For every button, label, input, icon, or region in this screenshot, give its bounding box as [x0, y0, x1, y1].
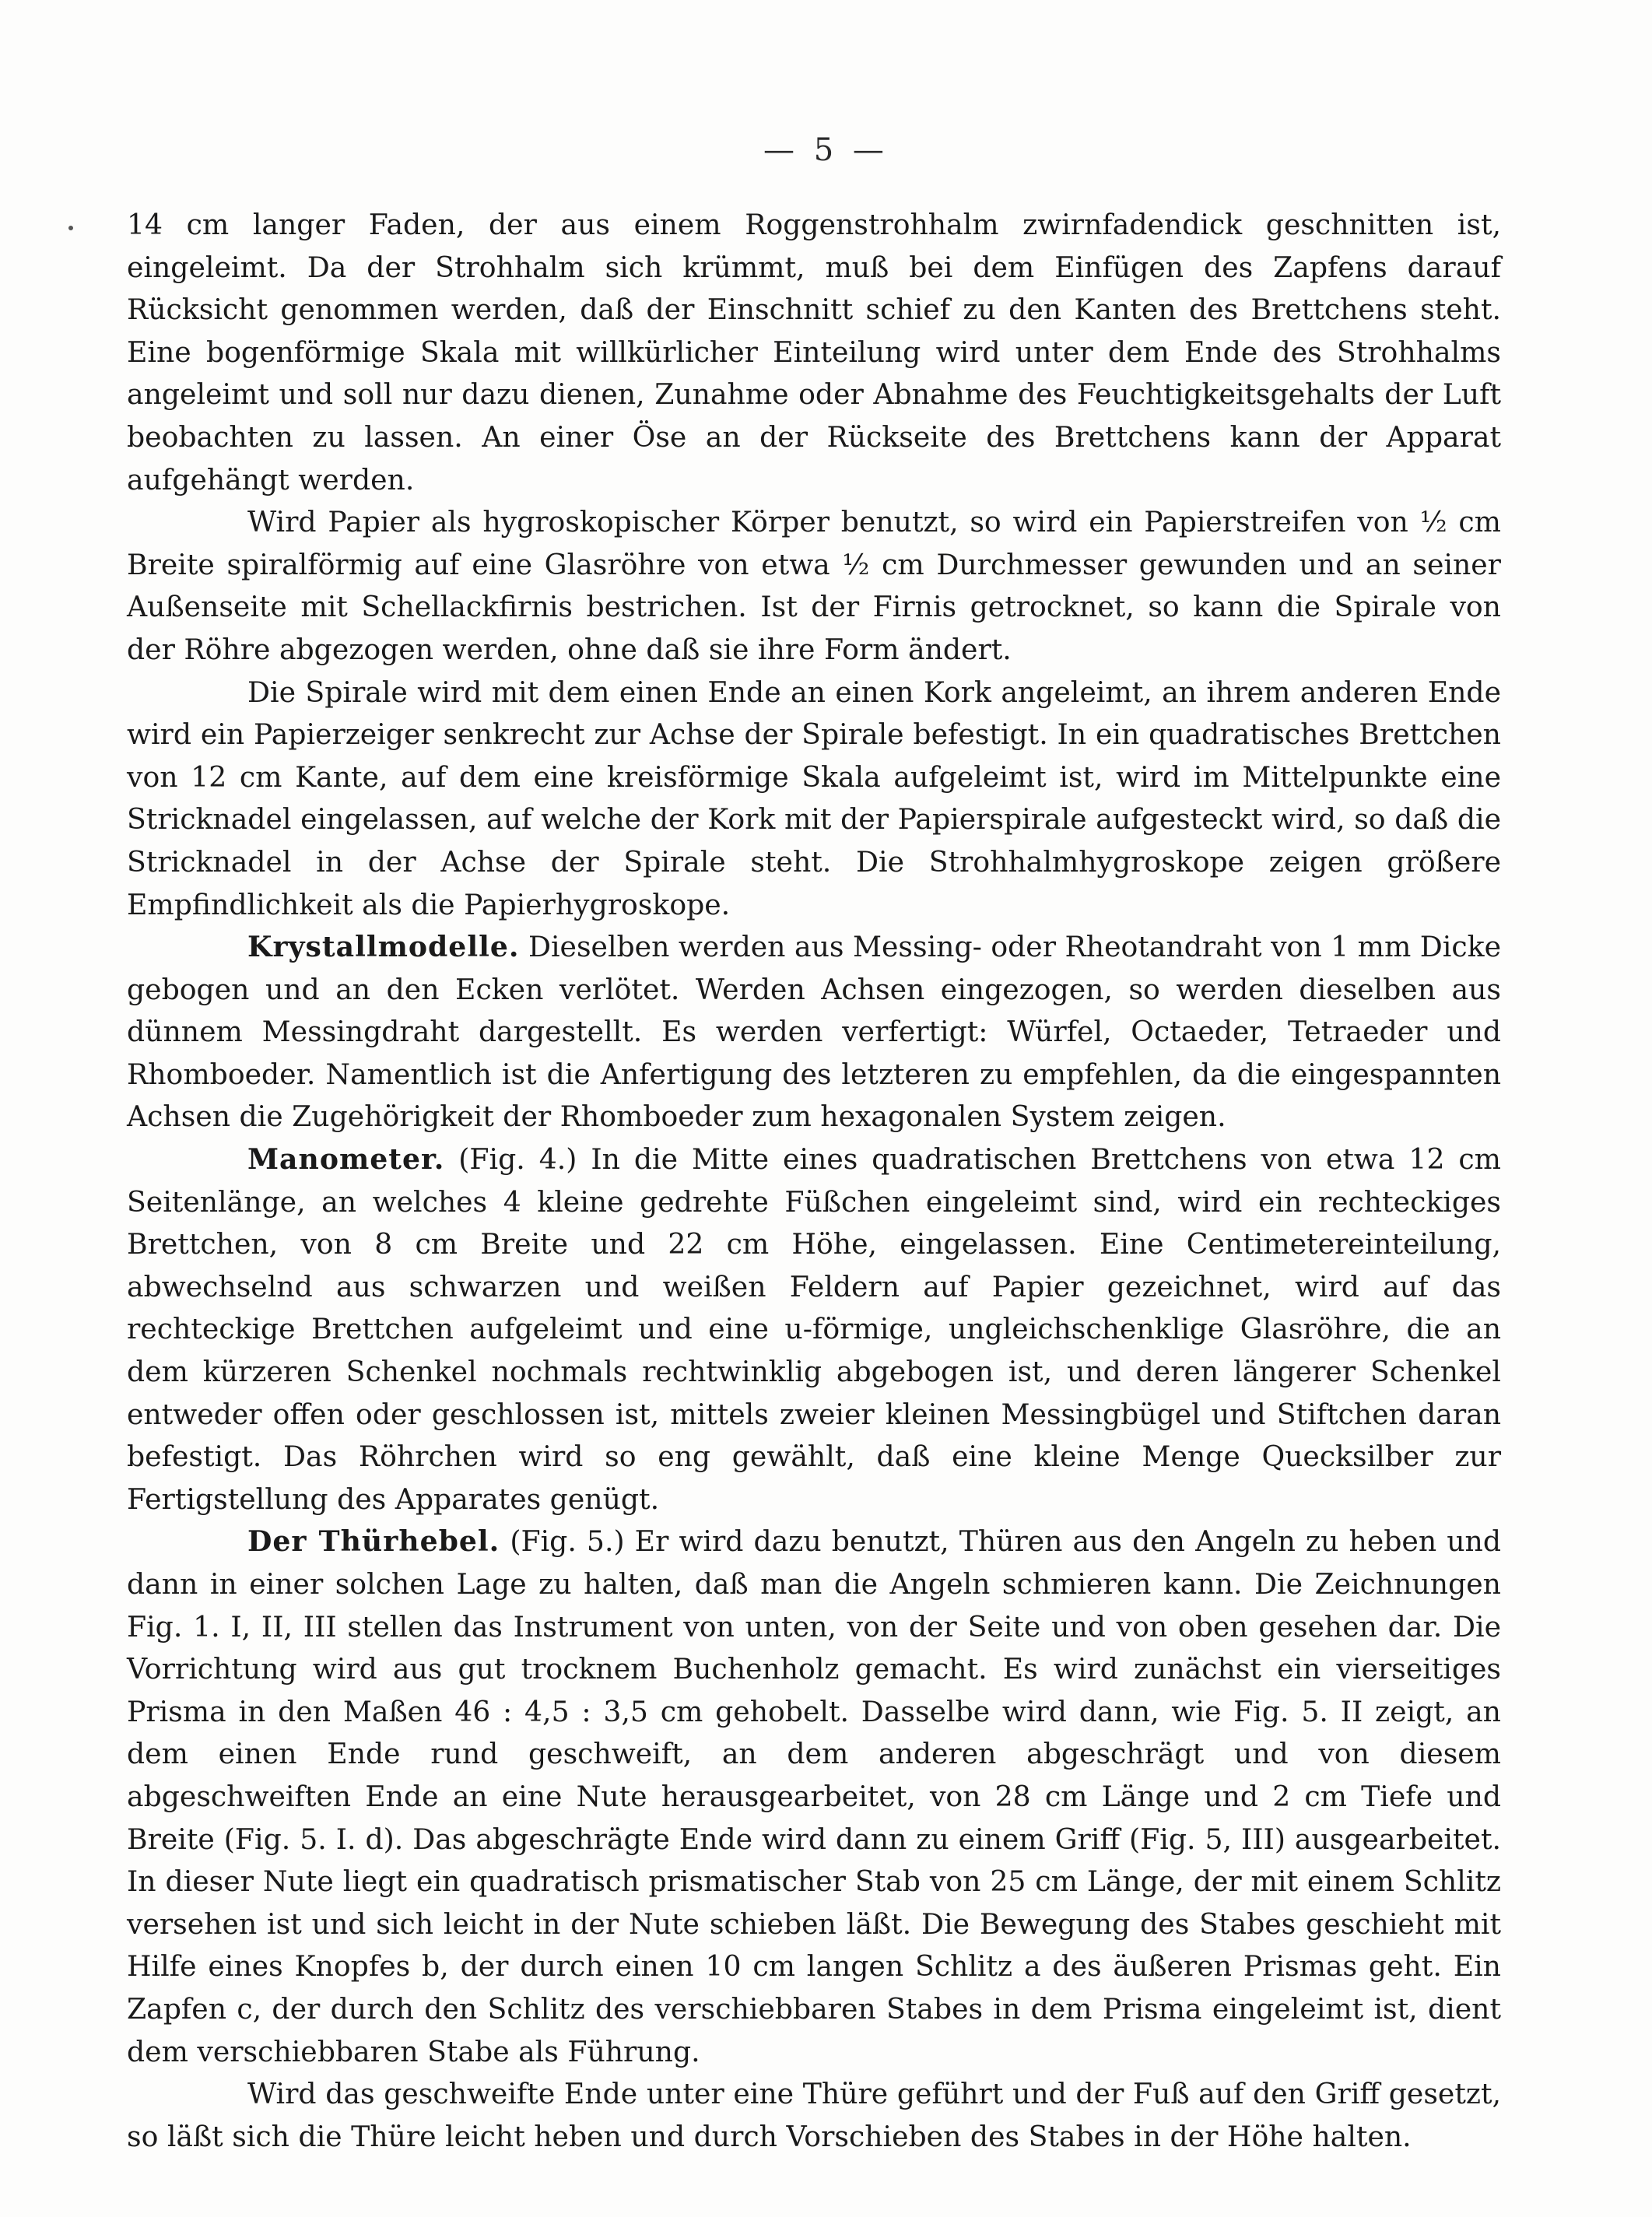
heading-manometer: Manometer. — [247, 1142, 445, 1177]
paragraph-papier: Wird Papier als hygroskopischer Körper benutzt, so wird ein Papierstreifen von ½ cm Breite spiralförmig auf eine Glasröhre von etwa ½ cm Durchmesser gewunden und an seiner Außenseite mit Schellackfirnis bestrichen. Ist der Firnis getrocknet, so kann die Spirale von der Röhre abgezogen werden, ohne daß sie ihre Form ändert. — [127, 505, 1501, 666]
paragraph-spirale: Die Spirale wird mit dem einen Ende an einen Kork angeleimt, an ihrem anderen Ende wird ein Papierzeiger senkrecht zur Achse der Spirale befestigt. In ein quadratisches Brettchen von 12 cm Kante, auf dem eine kreisförmige Skala aufgeleimt ist, wird im Mittelpunkte eine Stricknadel eingelassen, auf welche der Kork mit der Papierspirale aufgesteckt wird, so daß die Stricknadel in der Achse der Spirale steht. Die Strohhalmhygroskope zeigen größere Empfindlichkeit als die Papierhygroskope. — [127, 675, 1501, 921]
paragraph-manometer — [127, 1138, 1501, 1521]
paragraph-thuere-heben: Wird das geschweifte Ende unter eine Thüre geführt und der Fuß auf den Griff gesetzt, so läßt sich die Thüre leicht heben und durch Vorschieben des Stabes in der Höhe halten. — [127, 2077, 1501, 2153]
text-krystallmodelle: Dieselben werden aus Messing- oder Rheotandraht von 1 mm Dicke gebogen und an den Ecken verlötet. Werden Achsen eingezogen, so werden dieselben aus dünnem Messingdraht dargestellt. Es werden verfertigt: Würfel, Octaeder, Tetraeder und Rhomboeder. Namentlich ist die Anfertigung des letzteren zu empfehlen, da die eingespannten Achsen die Zugehörigkeit der Rhomboeder zum hexagonalen System zeigen. — [127, 930, 1501, 1134]
paragraph-krystallmodelle — [127, 926, 1501, 1138]
heading-krystallmodelle: Krystallmodelle. — [247, 930, 520, 964]
paragraph-faden: 14 cm langer Faden, der aus einem Roggenstrohhalm zwirnfadendick geschnitten ist, eingeleimt. Da der Strohhalm sich krümmt, muß bei dem Einfügen des Zapfens darauf Rücksicht genommen werden, daß der Einschnitt schief zu den Kanten des Brettchens steht. Eine bogenförmige Skala mit willkürlicher Einteilung wird unter dem Ende des Strohhalms angeleimt und soll nur dazu dienen, Zunahme oder Abnahme des Feuchtigkeitsgehalts der Luft beobachten zu lassen. An einer Öse an der Rückseite des Brettchens kann der Apparat aufgehängt werden. — [127, 208, 1501, 496]
text-manometer: (Fig. 4.) In die Mitte eines quadratischen Brettchens von etwa 12 cm Seitenlänge, an welches 4 kleine gedrehte Füßchen eingeleimt sind, wird ein rechteckiges Brettchen, von 8 cm Breite und 22 cm Höhe, eingelassen. Eine Centimetereinteilung, abwechselnd aus schwarzen und weißen Feldern auf Papier gezeichnet, wird auf das rechteckige Brettchen aufgeleimt und eine u-förmige, ungleichschenklige Glasröhre, die an dem kürzeren Schenkel nochmals rechtwinklig abgebogen ist, und deren längerer Schenkel entweder offen oder geschlossen ist, mittels zweier kleinen Messingbügel und Stiftchen daran befestigt. Das Röhrchen wird so eng gewählt, daß eine kleine Menge Quecksilber zur Fertigstellung des Apparates genügt. — [127, 1142, 1501, 1516]
body-text — [127, 204, 1501, 2158]
heading-thuerhebel: Der Thürhebel. — [247, 1524, 500, 1559]
paragraph-thuerhebel — [127, 1521, 1501, 2073]
margin-mark — [68, 226, 73, 230]
text-thuerhebel: (Fig. 5.) Er wird dazu benutzt, Thüren aus den Angeln zu heben und dann in einer solchen Lage zu halten, daß man die Angeln schmieren kann. Die Zeichnungen Fig. 1. I, II, III stellen das Instrument von unten, von der Seite und von oben gesehen dar. Die Vorrichtung wird aus gut trocknem Buchenholz gemacht. Es wird zunächst ein vierseitiges Prisma in den Maßen 46 : 4,5 : 3,5 cm gehobelt. Dasselbe wird dann, wie Fig. 5. II zeigt, an dem einen Ende rund geschweift, an dem anderen abgeschrägt und von diesem abgeschweiften Ende an eine Nute herausgearbeitet, von 28 cm Länge und 2 cm Tiefe und Breite (Fig. 5. I. d). Das abgeschrägte Ende wird dann zu einem Griff (Fig. 5, III) ausgearbeitet. In dieser Nute liegt ein quadratisch prismatischer Stab von 25 cm Länge, der mit einem Schlitz versehen ist und sich leicht in der Nute schieben läßt. Die Bewegung des Stabes geschieht mit Hilfe eines Knopfes b, der durch einen 10 cm langen Schlitz a des äußeren Prismas geht. Ein Zapfen c, der durch den Schlitz des verschiebbaren Stabes in dem Prisma eingeleimt ist, dient dem verschiebbaren Stabe als Führung. — [127, 1524, 1501, 2068]
page-number: — 5 — — [763, 132, 889, 168]
